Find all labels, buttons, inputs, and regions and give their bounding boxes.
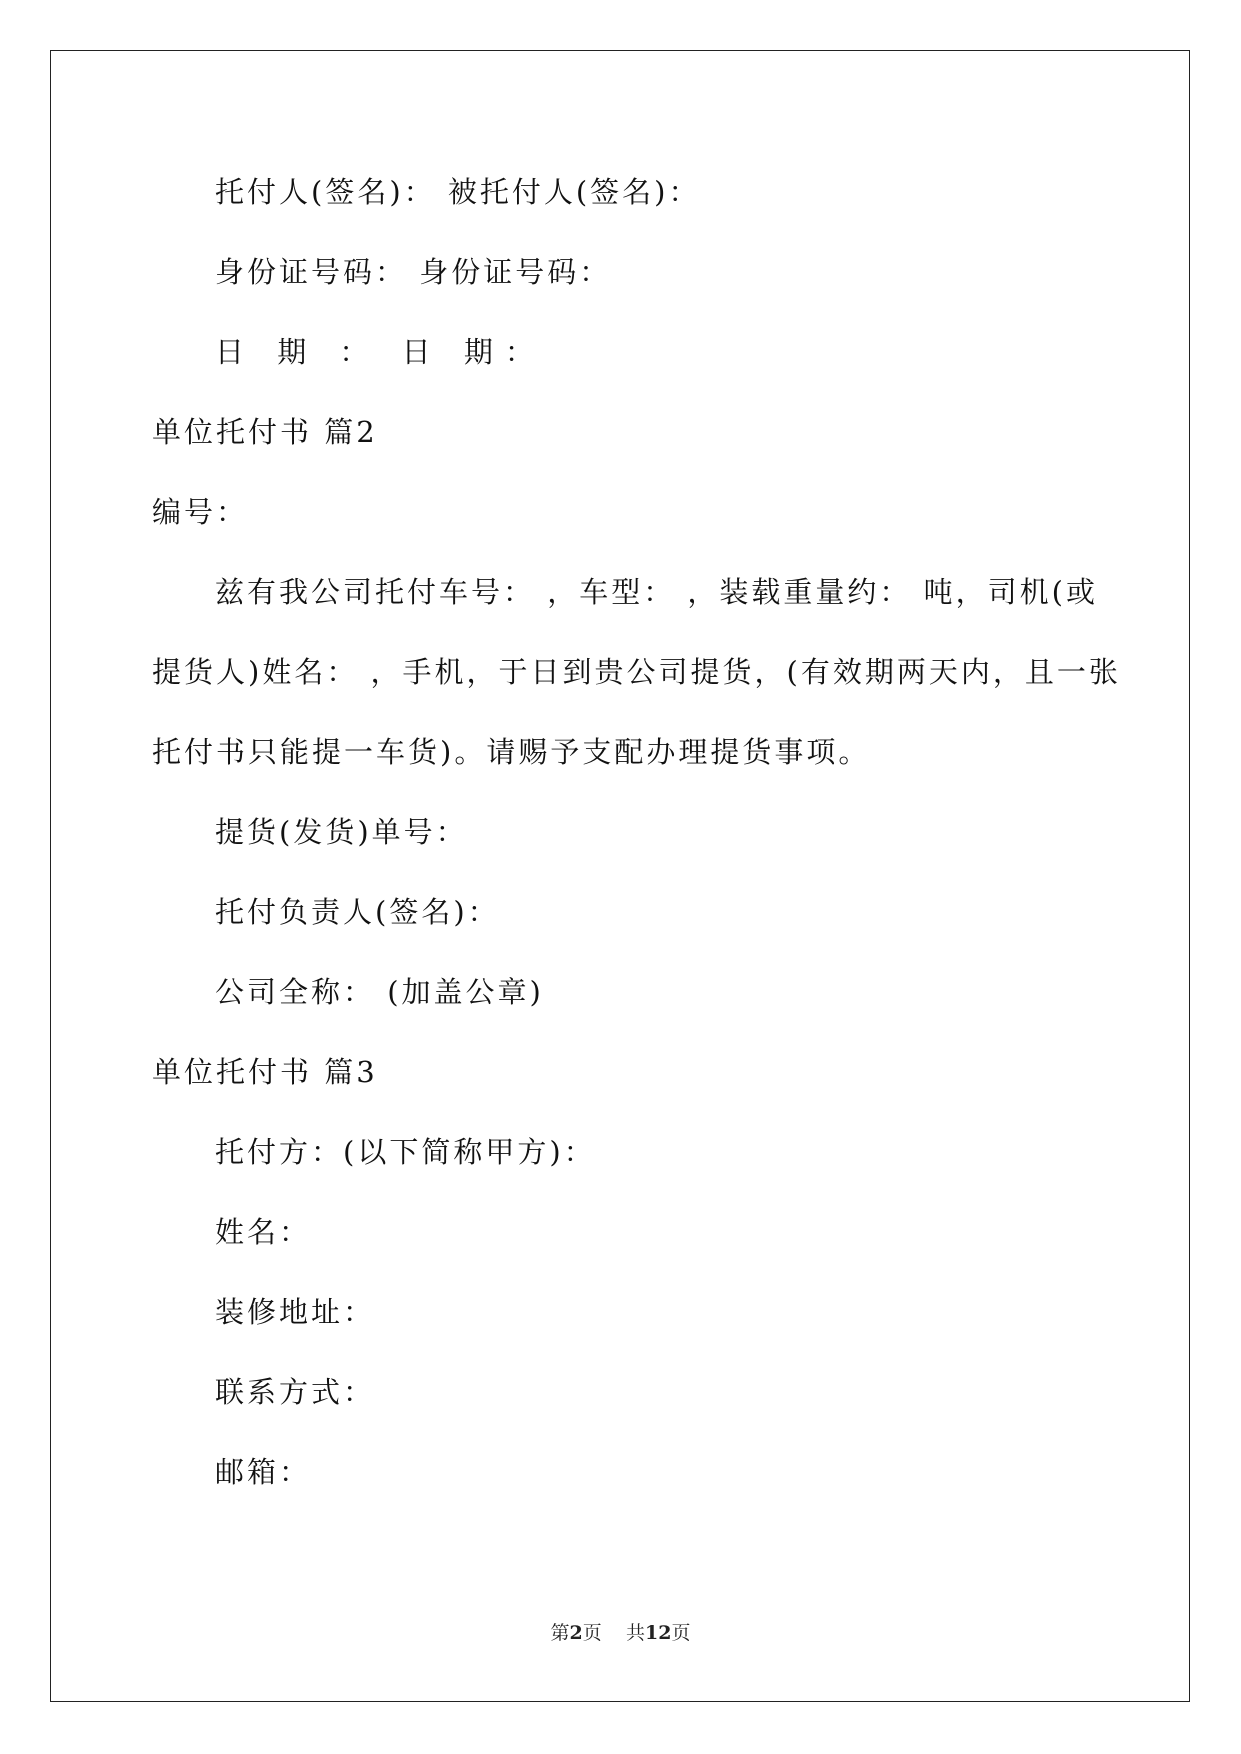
footer-page-word: 页 <box>582 1622 602 1644</box>
serial-number-line: 编号： <box>152 495 249 529</box>
footer-total-suffix: 页 <box>671 1622 691 1644</box>
contact-field-line: 联系方式： <box>215 1375 376 1409</box>
footer-prefix: 第 <box>550 1622 570 1644</box>
body-paragraph-line-1: 兹有我公司托付车号： ，车型： ，装载重量约： 吨，司机(或 <box>215 575 1098 609</box>
section-heading-3: 单位托付书 篇3 <box>152 1055 378 1089</box>
email-field-line: 邮箱： <box>215 1455 312 1489</box>
total-page-number: 12 <box>644 1622 672 1644</box>
current-page-number: 2 <box>569 1622 583 1644</box>
page-footer <box>0 1618 1241 1645</box>
address-field-line: 装修地址： <box>215 1295 376 1329</box>
date-line: 日 期 ： 日 期： <box>215 335 546 369</box>
section-heading-2: 单位托付书 篇2 <box>152 415 378 449</box>
body-paragraph-line-3: 托付书只能提一车货)。请赐予支配办理提货事项。 <box>152 735 871 769</box>
responsible-person-line: 托付负责人(签名)： <box>215 895 500 929</box>
body-paragraph-line-2: 提货人)姓名： ，手机，于日到贵公司提货，(有效期两天内，且一张 <box>152 655 1121 689</box>
delivery-number-line: 提货(发货)单号： <box>215 815 468 849</box>
name-field-line: 姓名： <box>215 1215 312 1249</box>
signature-line: 托付人(签名)： 被托付人(签名)： <box>215 175 701 209</box>
footer-total-prefix: 共 <box>625 1622 645 1644</box>
company-name-line: 公司全称： (加盖公章) <box>215 975 544 1009</box>
party-a-line: 托付方：(以下简称甲方)： <box>215 1135 596 1169</box>
id-number-line: 身份证号码： 身份证号码： <box>215 255 612 289</box>
